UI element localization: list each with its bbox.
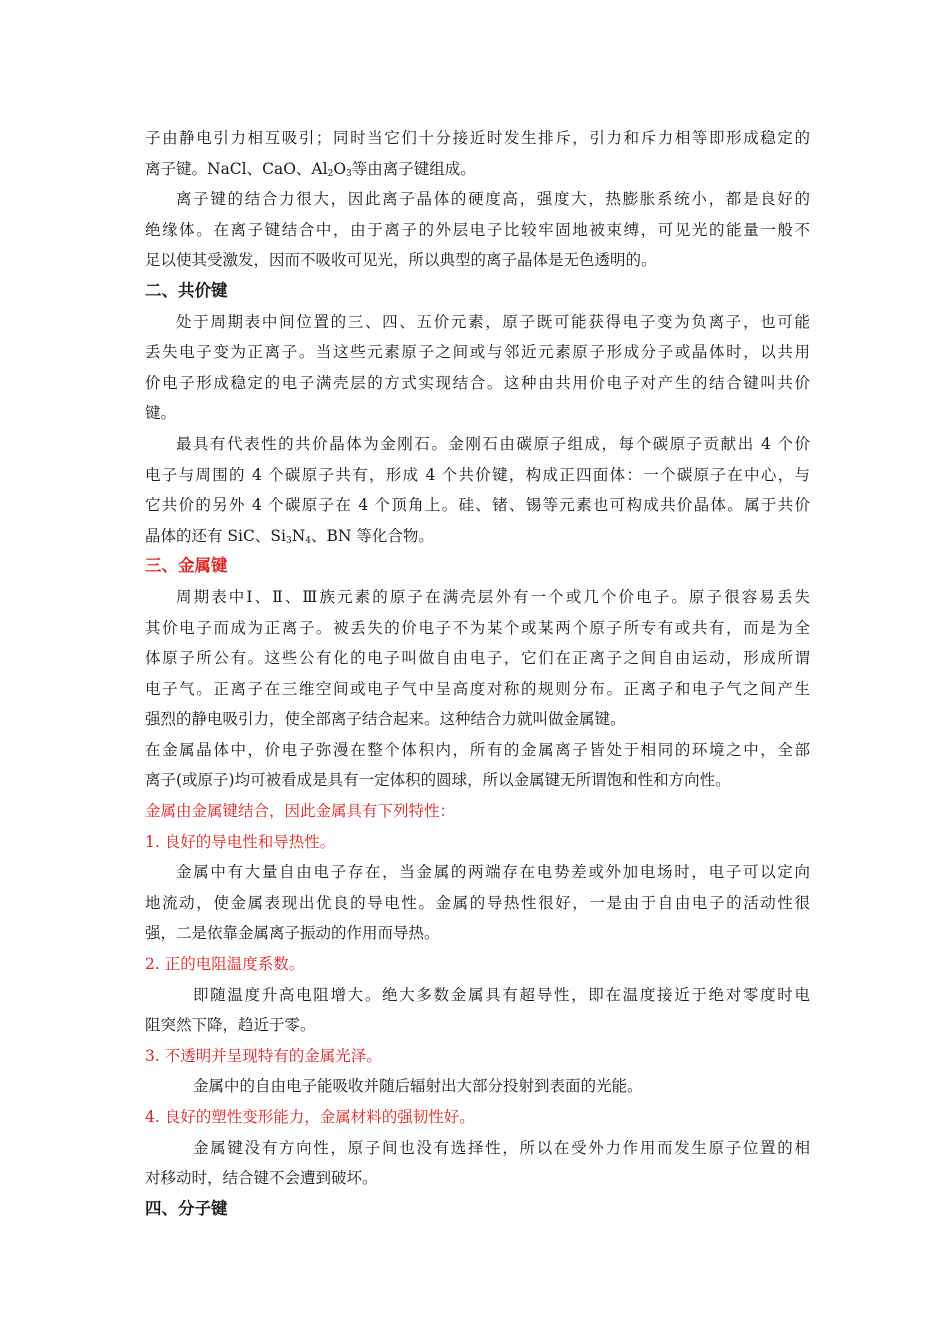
- paragraph-line: 金属中的自由电子能吸收并随后辐射出大部分投射到表面的光能。: [193, 1077, 643, 1096]
- paragraph-line: 地流动，使金属表现出优良的导电性。金属的导热性很好，一是由于自由电子的活动性很: [145, 893, 810, 912]
- property-title: 1. 良好的导电性和导热性。: [145, 832, 336, 851]
- paragraph-line: 键。: [145, 404, 177, 423]
- paragraph-line: 周期表中Ⅰ、Ⅱ、Ⅲ族元素的原子在满壳层外有一个或几个价电子。原子很容易丢失: [176, 587, 810, 606]
- paragraph-line: 价电子形成稳定的电子满壳层的方式实现结合。这种由共用价电子对产生的结合键叫共价: [145, 373, 810, 392]
- paragraph-line: 金属键没有方向性，原子间也没有选择性，所以在受外力作用而发生原子位置的相: [193, 1138, 810, 1157]
- paragraph-line: 电子气。正离子在三维空间或电子气中呈高度对称的规则分布。正离子和电子气之间产生: [145, 679, 810, 698]
- property-title: 4. 良好的塑性变形能力，金属材料的强韧性好。: [145, 1108, 475, 1126]
- paragraph-line: 离子键的结合力很大，因此离子晶体的硬度高，强度大，热膨胀系统小，都是良好的: [176, 190, 810, 209]
- paragraph-line: 阻突然下降，趋近于零。: [145, 1016, 316, 1035]
- paragraph-line: 足以使其受激发，因而不吸收可见光，所以典型的离子晶体是无色透明的。: [145, 251, 657, 270]
- paragraph-line: 其价电子而成为正离子。被丢失的价电子不为某个或某两个原子所专有或共有，而是为全: [145, 618, 810, 637]
- paragraph-line: 金属中有大量自由电子存在，当金属的两端存在电势差或外加电场时，电子可以定向: [176, 863, 810, 882]
- property-title: 3. 不透明并呈现特有的金属光泽。: [145, 1046, 382, 1065]
- paragraph-line: 丢失电子变为正离子。当这些元素原子之间或与邻近元素原子形成分子或晶体时，以共用: [145, 343, 810, 362]
- paragraph-line: 晶体的还有 SiC、$Si_3N_4$、BN 等化合物。: [145, 526, 434, 546]
- paragraph-line: 强，二是依靠金属离子振动的作用而导热。: [145, 924, 440, 943]
- paragraph-line: 处于周期表中间位置的三、四、五价元素，原子既可能获得电子变为负离子，也可能: [176, 312, 810, 331]
- property-title: 2. 正的电阻温度系数。: [145, 955, 305, 974]
- paragraph-line: 它共价的另外 4 个碳原子在 4 个顶角上。硅、锗、锡等元素也可构成共价晶体。属于共价: [145, 496, 810, 515]
- paragraph-line: 子由静电引力相互吸引；同时当它们十分接近时发生排斥，引力和斥力相等即形成稳定的: [145, 129, 810, 147]
- document-page: [145, 123, 810, 1224]
- paragraph-line: 绝缘体。在离子键结合中，由于离子的外层电子比较牢固地被束缚，可见光的能量一般不: [145, 220, 810, 239]
- paragraph-line: 即随温度升高电阻增大。绝大多数金属具有超导性，即在温度接近于绝对零度时电: [193, 985, 810, 1004]
- paragraph-line: 电子与周围的 4 个碳原子共有，形成 4 个共价键，构成正四面体：一个碳原子在中心，与: [145, 465, 810, 484]
- paragraph-line: 最具有代表性的共价晶体为金刚石。金刚石由碳原子组成，每个碳原子贡献出 4 个价: [176, 434, 810, 453]
- section-heading: 三、金属键: [145, 556, 228, 576]
- paragraph-line: 在金属晶体中，价电子弥漫在整个体积内，所有的金属离子皆处于相同的环境之中，全部: [145, 740, 810, 759]
- section-heading: 二、共价键: [145, 280, 228, 300]
- paragraph-line: 离子键。NaCl、CaO、$Al_2O_3$等由离子键组成。: [145, 159, 476, 179]
- paragraph-line: 对移动时，结合键不会遭到破坏。: [145, 1169, 378, 1188]
- paragraph-line: 离子(或原子)均可被看成是具有一定体积的圆球，所以金属键无所谓饱和性和方向性。: [145, 771, 731, 790]
- paragraph-line: 体原子所公有。这些公有化的电子叫做自由电子，它们在正离子之间自由运动，形成所谓: [145, 649, 810, 668]
- paragraph-line: 强烈的静电吸引力，使全部离子结合起来。这种结合力就叫做金属键。: [145, 710, 626, 729]
- section-heading: 四、分子键: [145, 1198, 228, 1218]
- red-intro-line: 金属由金属键结合，因此金属具有下列特性：: [145, 802, 456, 821]
